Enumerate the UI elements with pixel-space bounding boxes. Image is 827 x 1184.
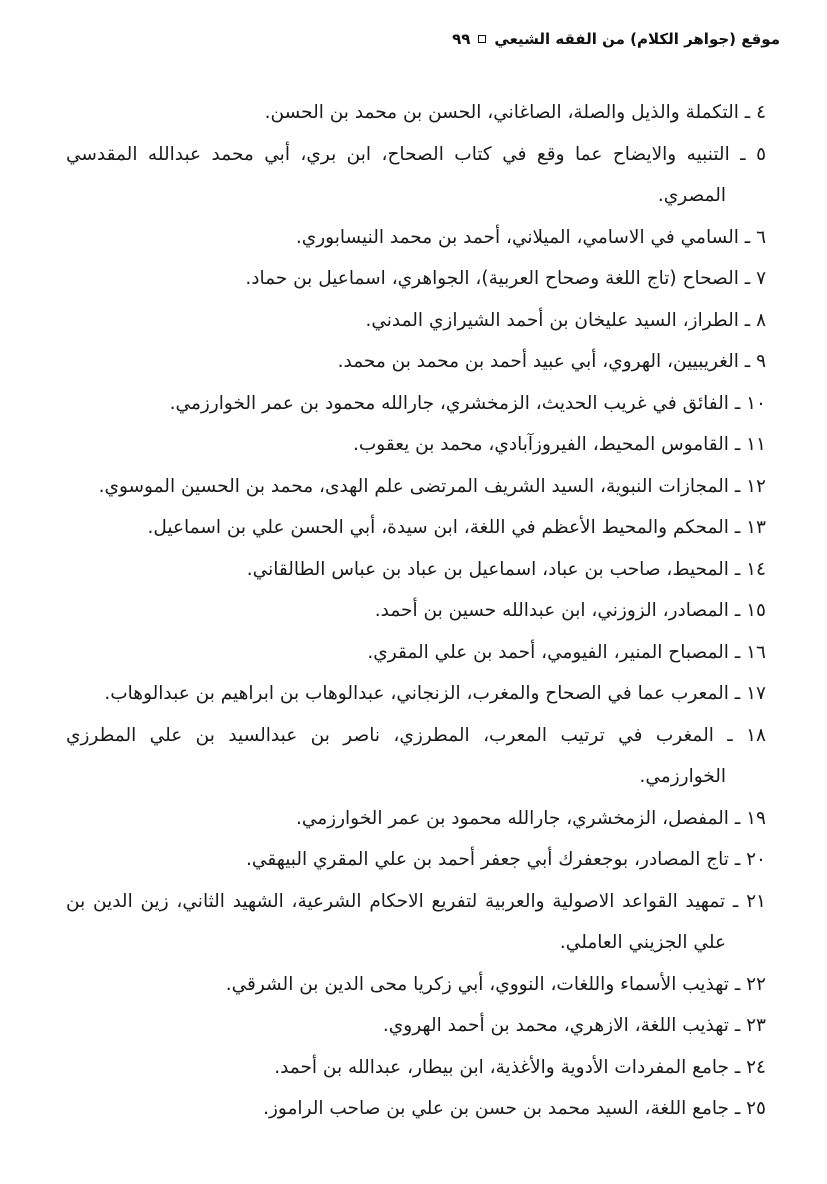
list-item: ٧ ـ الصحاح (تاج اللغة وصحاح العربية)، الجواهري، اسماعيل بن حماد. <box>245 268 766 289</box>
square-separator-icon <box>478 35 486 43</box>
reference-list <box>66 92 766 1130</box>
list-item: ٢٣ ـ تهذيب اللغة، الازهري، محمد بن أحمد الهروي. <box>382 1015 766 1036</box>
running-header <box>452 30 780 48</box>
list-item: ١٢ ـ المجازات النبوية، السيد الشريف المرتضى علم الهدى، محمد بن الحسين الموسوي. <box>98 475 766 497</box>
list-item: ١٧ ـ المعرب عما في الصحاح والمغرب، الزنجاني، عبدالوهاب بن ابراهيم بن عبدالوهاب. <box>104 683 766 704</box>
header-title: موقع (جواهر الكلام) من الفقه الشيعي <box>494 30 780 48</box>
list-item: ٤ ـ التكملة والذيل والصلة، الصاغاني، الحسن بن محمد بن الحسن. <box>264 102 766 123</box>
list-item: ٨ ـ الطراز، السيد عليخان بن أحمد الشيرازي المدني. <box>365 309 766 331</box>
list-item: ١٠ ـ الفائق في غريب الحديث، الزمخشري، جارالله محمود بن عمر الخوارزمي. <box>169 392 766 414</box>
list-item: ٢٠ ـ تاج المصادر، بوجعفرك أبي جعفر أحمد بن علي المقري البيهقي. <box>246 849 766 870</box>
list-item: ٢٥ ـ جامع اللغة، السيد محمد بن حسن بن علي بن صاحب الراموز. <box>263 1098 766 1119</box>
list-item: ١٦ ـ المصباح المنير، الفيومي، أحمد بن علي المقري. <box>367 641 766 663</box>
list-item: ٢٤ ـ جامع المفردات الأدوية والأغذية، ابن بيطار، عبدالله بن أحمد. <box>274 1056 766 1078</box>
list-item: ١٩ ـ المفصل، الزمخشري، جارالله محمود بن عمر الخوارزمي. <box>295 807 766 829</box>
list-item: ٥ ـ التنبيه والايضاح عما وقع في كتاب الصحاح، ابن بري، أبي محمد عبدالله المقدسي المصري. <box>66 143 766 206</box>
list-item: ٢١ ـ تمهيد القواعد الاصولية والعربية لتفريع الاحكام الشرعية، الشهيد الثاني، زين الدين بن علي الجزيني العاملي. <box>66 890 766 953</box>
page-number: ٩٩ <box>452 30 471 48</box>
list-item: ١٥ ـ المصادر، الزوزني، ابن عبدالله حسين بن أحمد. <box>374 600 766 621</box>
list-item: ١٨ ـ المغرب في ترتيب المعرب، المطرزي، ناصر بن عبدالسيد بن علي المطرزي الخوارزمي. <box>66 724 766 787</box>
list-item: ١١ ـ القاموس المحيط، الفيروزآبادي، محمد بن يعقوب. <box>353 434 766 455</box>
list-item: ٩ ـ الغريبيين، الهروي، أبي عبيد أحمد بن محمد بن محمد. <box>337 351 766 372</box>
list-item: ١٤ ـ المحيط، صاحب بن عباد، اسماعيل بن عباد بن عباس الطالقاني. <box>246 558 766 580</box>
list-item: ١٣ ـ المحكم والمحيط الأعظم في اللغة، ابن سيدة، أبي الحسن علي بن اسماعيل. <box>147 517 766 538</box>
list-item: ٢٢ ـ تهذيب الأسماء واللغات، النووي، أبي زكريا محى الدين بن الشرقي. <box>225 973 766 995</box>
list-item: ٦ ـ السامي في الاسامي، الميلاني، أحمد بن محمد النيسابوري. <box>295 226 766 248</box>
